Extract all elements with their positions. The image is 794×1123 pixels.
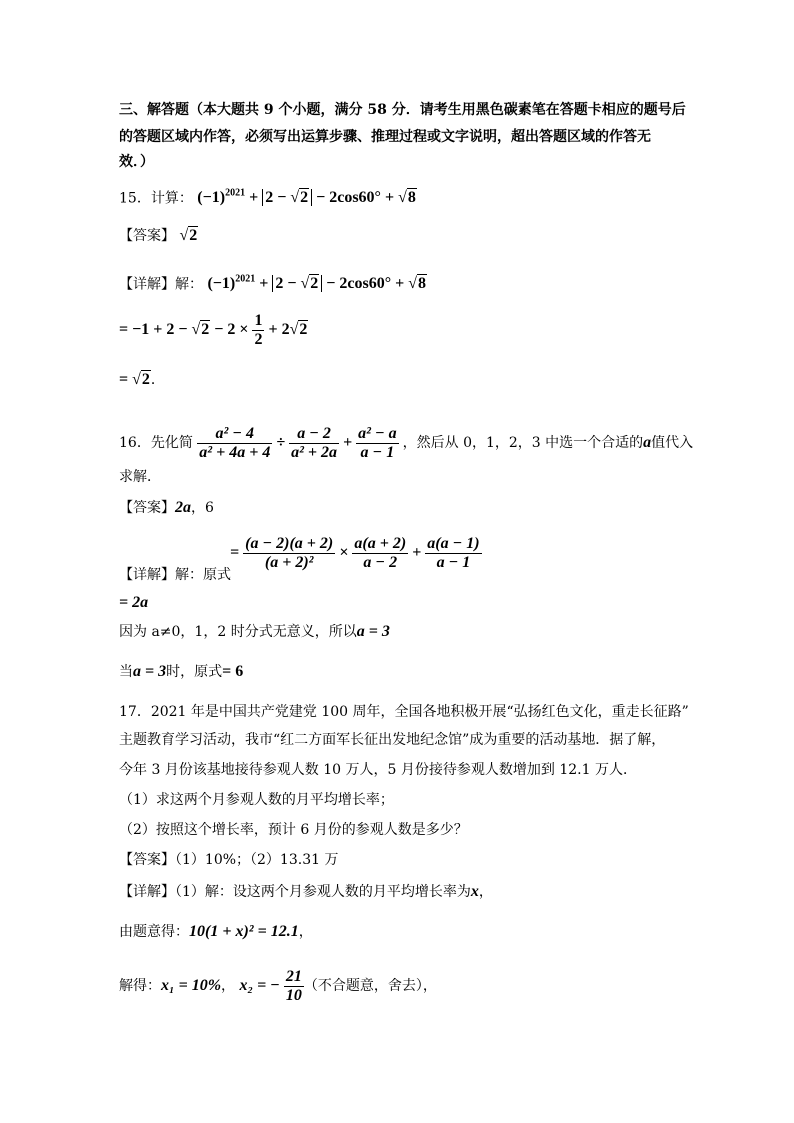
- q15-step2: = √2．: [119, 371, 165, 388]
- q17-line3: 今年 3 月份该基地接待参观人数 10 万人，5 月份接待参观人数增加到 12.1 万人．: [119, 762, 637, 778]
- q17-sub2: （2）按照这个增长率，预计 6 月份的参观人数是多少？: [119, 822, 468, 838]
- q16-prefix: 16．先化简: [119, 435, 193, 452]
- q16-detail-label: 【详解】解：原式: [119, 567, 231, 583]
- section-header-line2: 的答题区域内作答，必须写出运算步骤、推理过程或文字说明，超出答题区域的作答无: [119, 129, 651, 145]
- q15-question: [119, 184, 417, 208]
- section-header-line3: 效．）: [119, 154, 154, 170]
- q16-question: 16．先化简 $\frac{\text{a² − 4}}{\text{a² + 4a + 4}}$ ÷ $\frac{a - 2}{\text{a² + 2a}}$ + $\frac{\text{a² − a}}{a - 1}$ ，然后从 0，1，2，3 中选一个合适的a值代入: [119, 425, 694, 461]
- q15-detail-label: 【详解】解：: [119, 276, 203, 293]
- q15-step1: = −1 + 2 − √2 − 2 × $\frac{1}{2}$ + 2√2: [119, 312, 308, 348]
- q17-answer: 【答案】（1）10%；（2）13.31 万: [119, 852, 339, 868]
- q15-answer: [119, 226, 198, 246]
- q16-step1: = 2a: [119, 594, 149, 611]
- section-header-line1: 三、解答题（本大题共 9 个小题，满分 58 分．请考生用黑色碳素笔在答题卡相应的题号后: [119, 102, 686, 118]
- q16-answer: 【答案】2a，6: [119, 499, 214, 516]
- q17-line2: 主题教育学习活动，我市“红二方面军长征出发地纪念馆”成为重要的活动基地．据了解，: [119, 732, 666, 748]
- q16-because: 因为 a≠0，1，2 时分式无意义，所以a = 3: [119, 623, 390, 640]
- q16-detail-expression: = $\frac{(a - 2)(a + 2)}{\text{(a + 2)²}}$ × $\frac{a(a + 2)}{a - 2}$ + $\frac{a(a - 1)}{a - 1}$: [230, 535, 480, 571]
- q15-expression: $(-1)^{2021} + 2 - √2 - 2\cos 60^\circ + √8$: [197, 188, 416, 207]
- q16-expression: $\frac{\text{a² − 4}}{\text{a² + 4a + 4}}$ ÷ $\frac{a - 2}{\text{a² + 2a}}$ + $\frac{\text{a² − a}}{a - 1}$: [199, 425, 397, 461]
- q16-when: 当a = 3时，原式= 6: [119, 663, 244, 680]
- q17-line1: 17．2021 年是中国共产党建党 100 周年，全国各地积极开展“弘扬红色文化，重走长征路”: [119, 704, 689, 720]
- q15-prefix: 15．计算：: [119, 190, 193, 207]
- q15-answer-label: 【答案】: [119, 228, 175, 244]
- q17-sub1: （1）求这两个月参观人数的月平均增长率；: [119, 792, 394, 808]
- q15-detail: [119, 270, 427, 294]
- q17-detail1: 【详解】（1）解：设这两个月参观人数的月平均增长率为x，: [119, 883, 493, 900]
- q15-detail-expression: $(-1)^{2021} + 2 - √2 - 2\cos 60^\circ + √8$: [207, 274, 427, 293]
- q16-line2: 求解．: [119, 469, 161, 485]
- q15-answer-value: √2: [179, 227, 198, 244]
- q17-by: 由题意得：10(1 + x)² = 12.1，: [119, 923, 313, 940]
- q17-solve: 解得：x₁ = 10%， x₂ = − $\frac{21}{10}$ （不合题意，舍去），: [119, 968, 437, 1004]
